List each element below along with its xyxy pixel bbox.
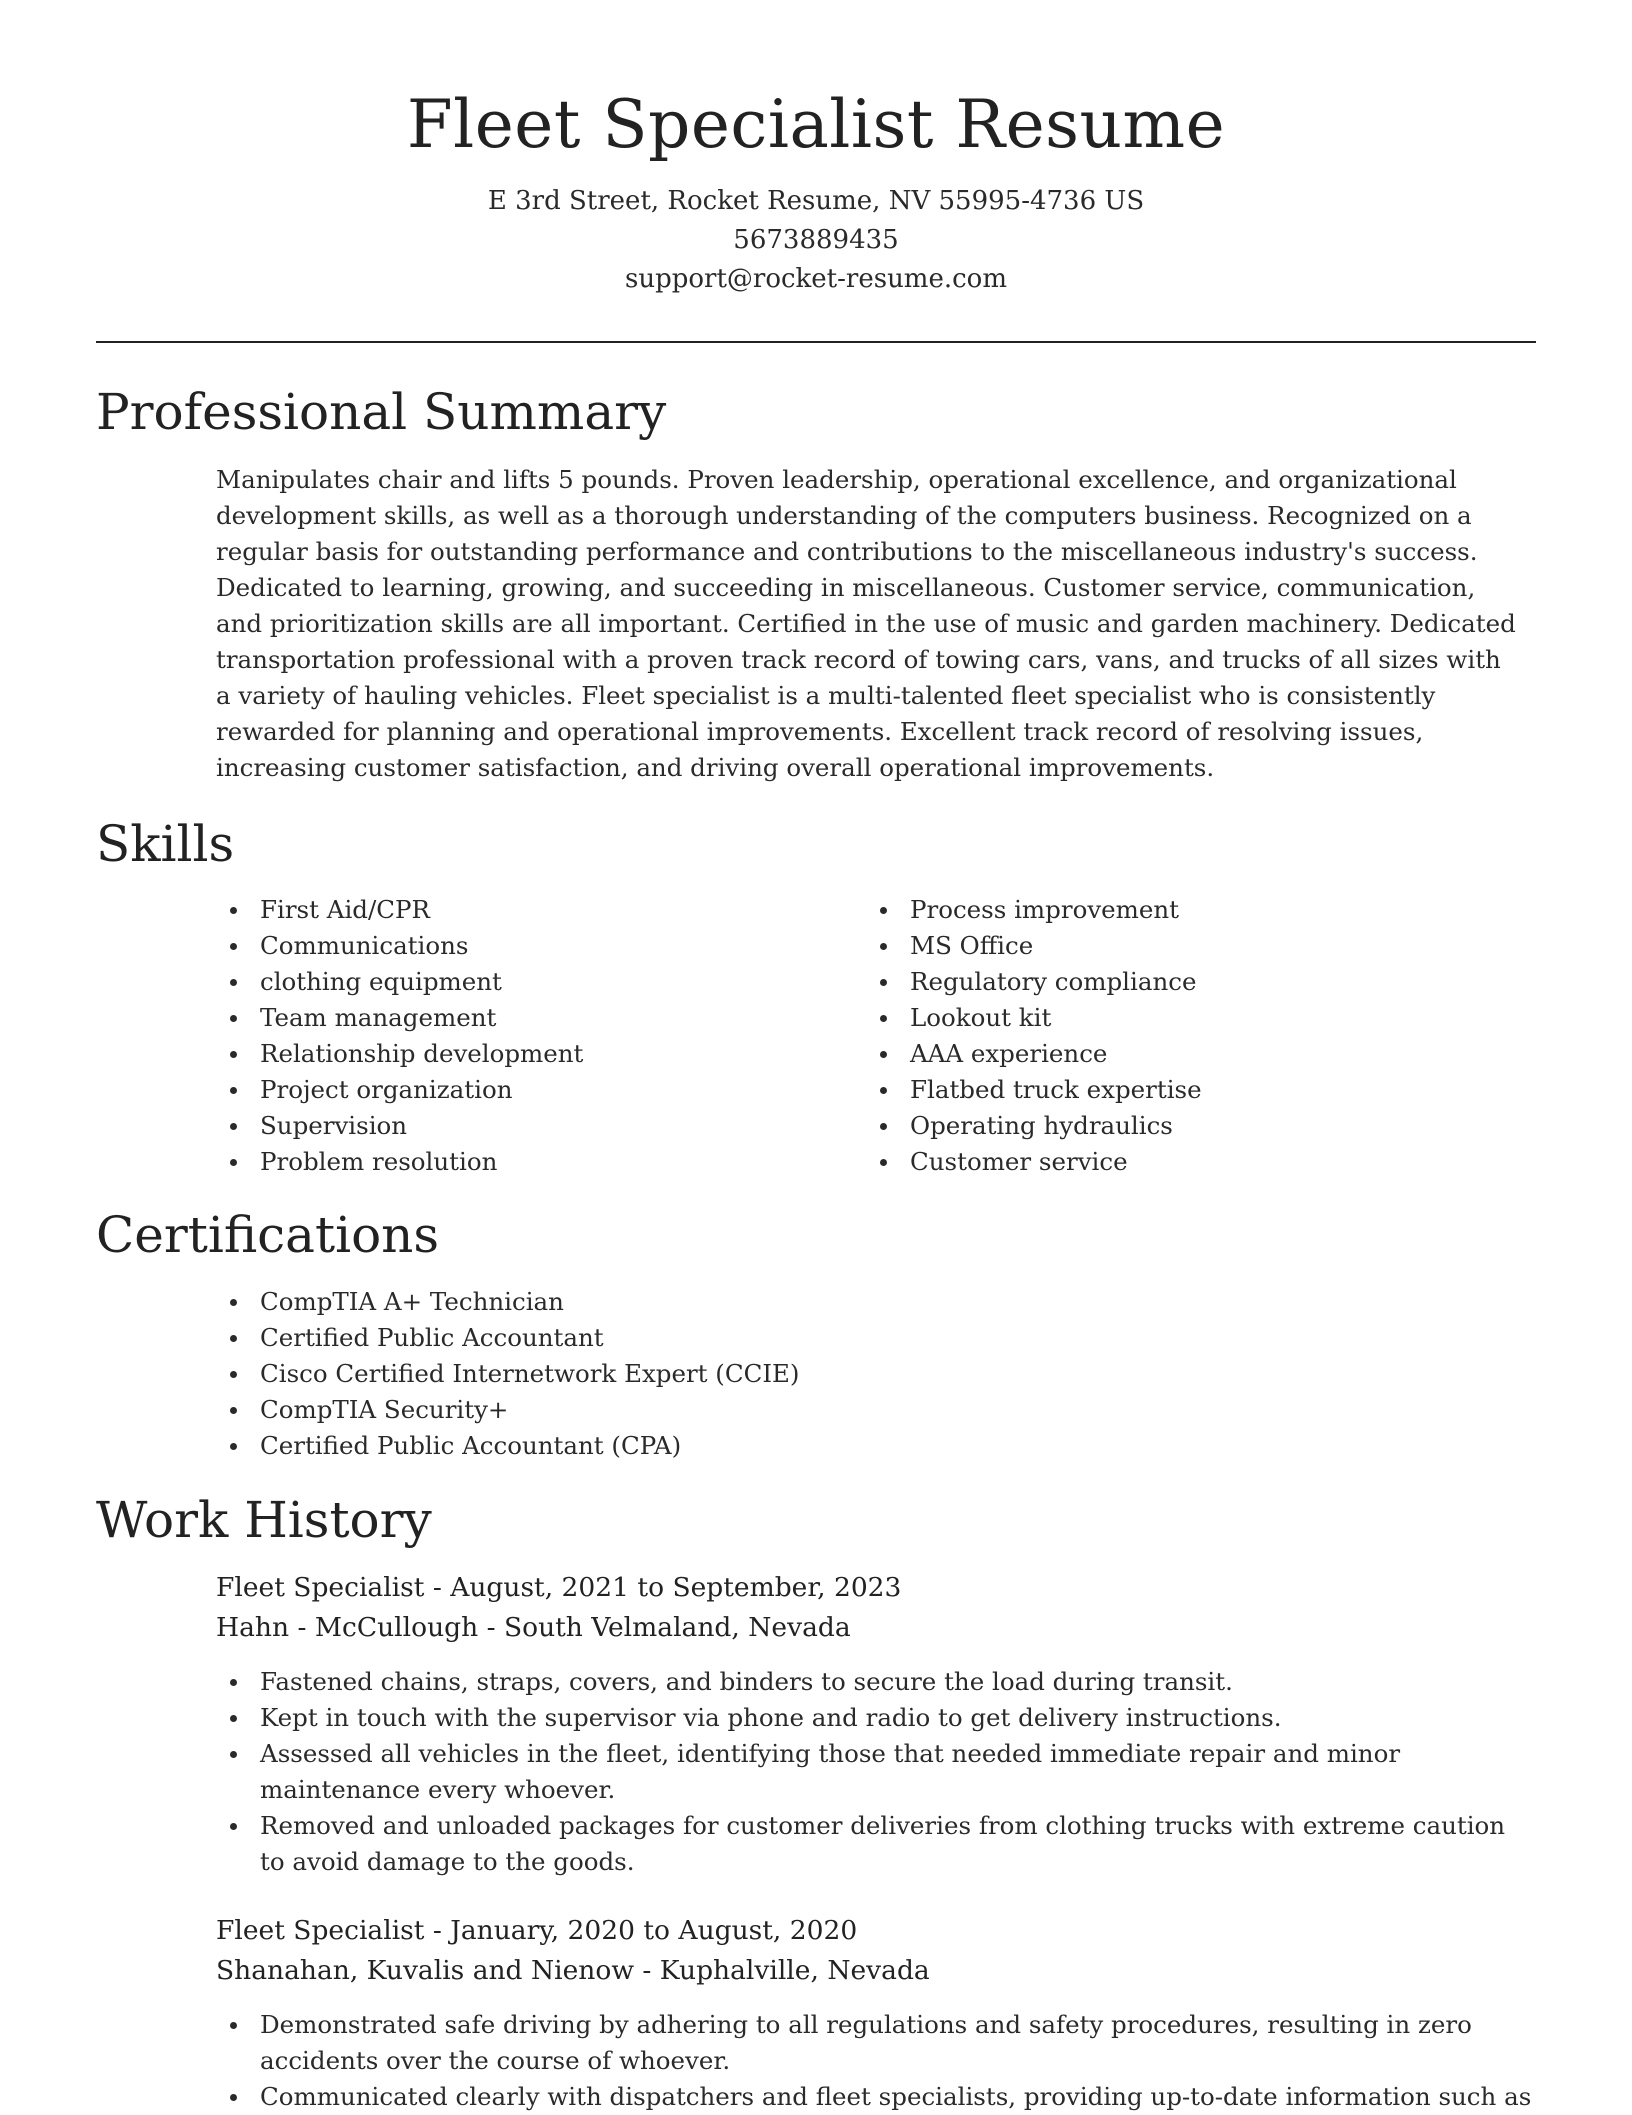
job-title-line bbox=[216, 1911, 1536, 1951]
job-bullet: Communicated clearly with dispatchers and fleet specialists, providing up-to-date information such as bbox=[216, 2079, 1536, 2115]
certification-item: CompTIA A+ Technician bbox=[216, 1284, 1516, 1320]
skill-item: Supervision bbox=[216, 1108, 816, 1144]
certifications-heading: Certifications bbox=[96, 1206, 440, 1264]
skills-list-right bbox=[866, 892, 1466, 1180]
job-bullet: Removed and unloaded packages for customer deliveries from clothing trucks with extreme caution to avoid damage to the goods. bbox=[216, 1808, 1536, 1880]
job-bullets bbox=[216, 2007, 1536, 2115]
job-bullet: Kept in touch with the supervisor via phone and radio to get delivery instructions. bbox=[216, 1700, 1536, 1736]
job-company: Hahn - McCullough bbox=[216, 1612, 479, 1643]
skill-item: Team management bbox=[216, 1000, 816, 1036]
job-header bbox=[216, 1911, 1536, 1991]
certification-item: CompTIA Security+ bbox=[216, 1392, 1516, 1428]
header-divider bbox=[96, 341, 1536, 343]
job-title-line bbox=[216, 1568, 1536, 1608]
work-history-heading: Work History bbox=[96, 1491, 432, 1549]
skill-item: Regulatory compliance bbox=[866, 964, 1466, 1000]
contact-phone: 5673889435 bbox=[733, 225, 899, 255]
skill-item: Operating hydraulics bbox=[866, 1108, 1466, 1144]
skill-item: Customer service bbox=[866, 1144, 1466, 1180]
skill-item: clothing equipment bbox=[216, 964, 816, 1000]
skill-item: Communications bbox=[216, 928, 816, 964]
job-company-line bbox=[216, 1608, 1536, 1648]
job-company-line bbox=[216, 1951, 1536, 1991]
skill-item: Flatbed truck expertise bbox=[866, 1072, 1466, 1108]
job-title: Fleet Specialist bbox=[216, 1572, 425, 1603]
skill-item: Relationship development bbox=[216, 1036, 816, 1072]
skills-heading: Skills bbox=[96, 815, 235, 873]
certification-item: Certified Public Accountant (CPA) bbox=[216, 1428, 1516, 1464]
job-dates: - January, 2020 to August, 2020 bbox=[424, 1915, 858, 1946]
skill-item: Lookout kit bbox=[866, 1000, 1466, 1036]
skill-item: Problem resolution bbox=[216, 1144, 816, 1180]
skills-list-left bbox=[216, 892, 816, 1180]
resume-title: Fleet Specialist Resume bbox=[406, 86, 1226, 163]
job-company: Shanahan, Kuvalis and Nienow bbox=[216, 1955, 634, 1986]
job-header bbox=[216, 1568, 1536, 1648]
resume-header bbox=[0, 80, 1632, 299]
job-bullet: Demonstrated safe driving by adhering to all regulations and safety procedures, resulting in zero accidents over the course of whoever. bbox=[216, 2007, 1536, 2079]
job-bullet: Fastened chains, straps, covers, and binders to secure the load during transit. bbox=[216, 1664, 1536, 1700]
job-location: - South Velmaland, Nevada bbox=[478, 1612, 851, 1643]
job-dates: - August, 2021 to September, 2023 bbox=[424, 1572, 902, 1603]
certification-item: Cisco Certified Internetwork Expert (CCIE) bbox=[216, 1356, 1516, 1392]
job-title: Fleet Specialist bbox=[216, 1915, 425, 1946]
summary-heading: Professional Summary bbox=[96, 383, 667, 441]
contact-address: E 3rd Street, Rocket Resume, NV 55995-4736 US bbox=[487, 186, 1145, 216]
job-bullet: Assessed all vehicles in the fleet, identifying those that needed immediate repair and minor maintenance every whoever. bbox=[216, 1736, 1536, 1808]
summary-text: Manipulates chair and lifts 5 pounds. Proven leadership, operational excellence, and organizational development skills, as well as a thorough understanding of the computers business. Recognized on a regular basis for outstanding performance and contributions to the miscellaneous industry's success. Dedicated to learning, growing, and succeeding in miscellaneous. Customer service, communication, and prioritization skills are all important. Certified in the use of music and garden machinery. Dedicated transportation professional with a proven track record of towing cars, vans, and trucks of all sizes with a variety of hauling vehicles. Fleet specialist is a multi-talented fleet specialist who is consistently rewarded for planning and operational improvements. Excellent track record of resolving issues, increasing customer satisfaction, and driving overall operational improvements. bbox=[216, 465, 1516, 782]
skill-item: Process improvement bbox=[866, 892, 1466, 928]
skill-item: First Aid/CPR bbox=[216, 892, 816, 928]
job-location: - Kuphalville, Nevada bbox=[634, 1955, 930, 1986]
skill-item: MS Office bbox=[866, 928, 1466, 964]
certifications-list bbox=[216, 1284, 1516, 1464]
contact-info bbox=[0, 182, 1632, 299]
skill-item: Project organization bbox=[216, 1072, 816, 1108]
skill-item: AAA experience bbox=[866, 1036, 1466, 1072]
contact-email: support@rocket-resume.com bbox=[624, 264, 1007, 294]
job-bullets bbox=[216, 1664, 1536, 1880]
certification-item: Certified Public Accountant bbox=[216, 1320, 1516, 1356]
